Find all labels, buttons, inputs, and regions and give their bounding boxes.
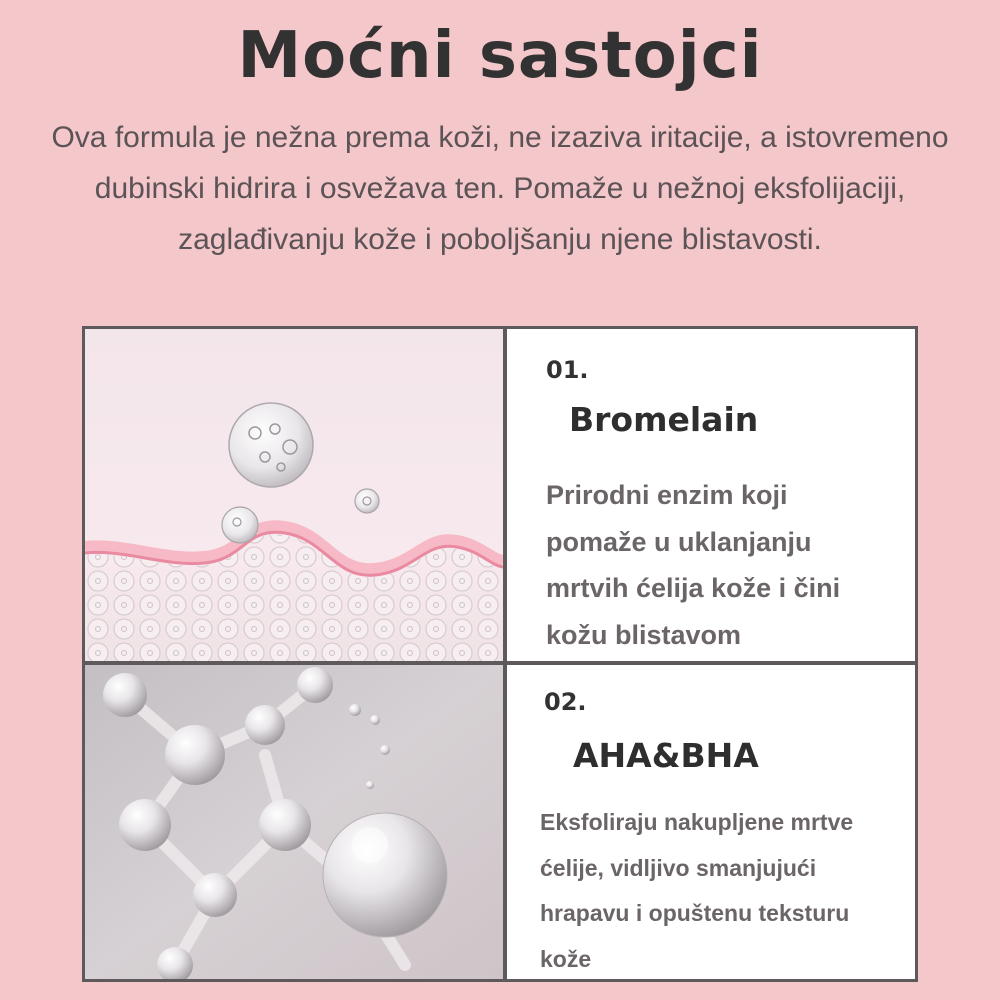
page-title: Moćni sastojci — [237, 19, 763, 93]
description-line: mrtvih ćelija kože i čini — [546, 573, 841, 603]
description-line: kože — [540, 945, 592, 972]
description-line: Prirodni enzim koji — [546, 480, 788, 510]
intro-line: zaglađivanju kože i poboljšanju njene blistavosti. — [178, 223, 822, 256]
ingredient-number: 01. — [546, 356, 589, 384]
skin-layer-bubbles-illustration — [85, 329, 503, 661]
description-line: hrapavu i opuštenu teksturu — [540, 900, 850, 926]
description-line: kožu blistavom — [546, 619, 742, 650]
description-line: ćelije, vidljivo smanjujući — [540, 854, 817, 881]
description-line: pomaže u uklanjanju — [546, 526, 812, 557]
ingredient-number: 02. — [544, 688, 587, 716]
ingredient-description — [540, 800, 853, 982]
intro-paragraph — [10, 112, 990, 265]
intro-line: dubinski hidrira i osvežava ten. Pomaže u nežnoj eksfolijaciji, — [94, 172, 906, 205]
ingredient-name: AHA&BHA — [573, 736, 759, 775]
ingredient-name: Bromelain — [569, 400, 759, 439]
intro-line: Ova formula je nežna prema koži, ne izaziva iritacije, a istovremeno — [51, 121, 949, 154]
column-divider — [503, 326, 507, 982]
molecule-spheres-illustration — [85, 665, 503, 979]
row-divider — [82, 661, 918, 665]
ingredient-description — [546, 472, 840, 658]
description-line: Eksfoliraju nakupljene mrtve — [540, 809, 854, 835]
